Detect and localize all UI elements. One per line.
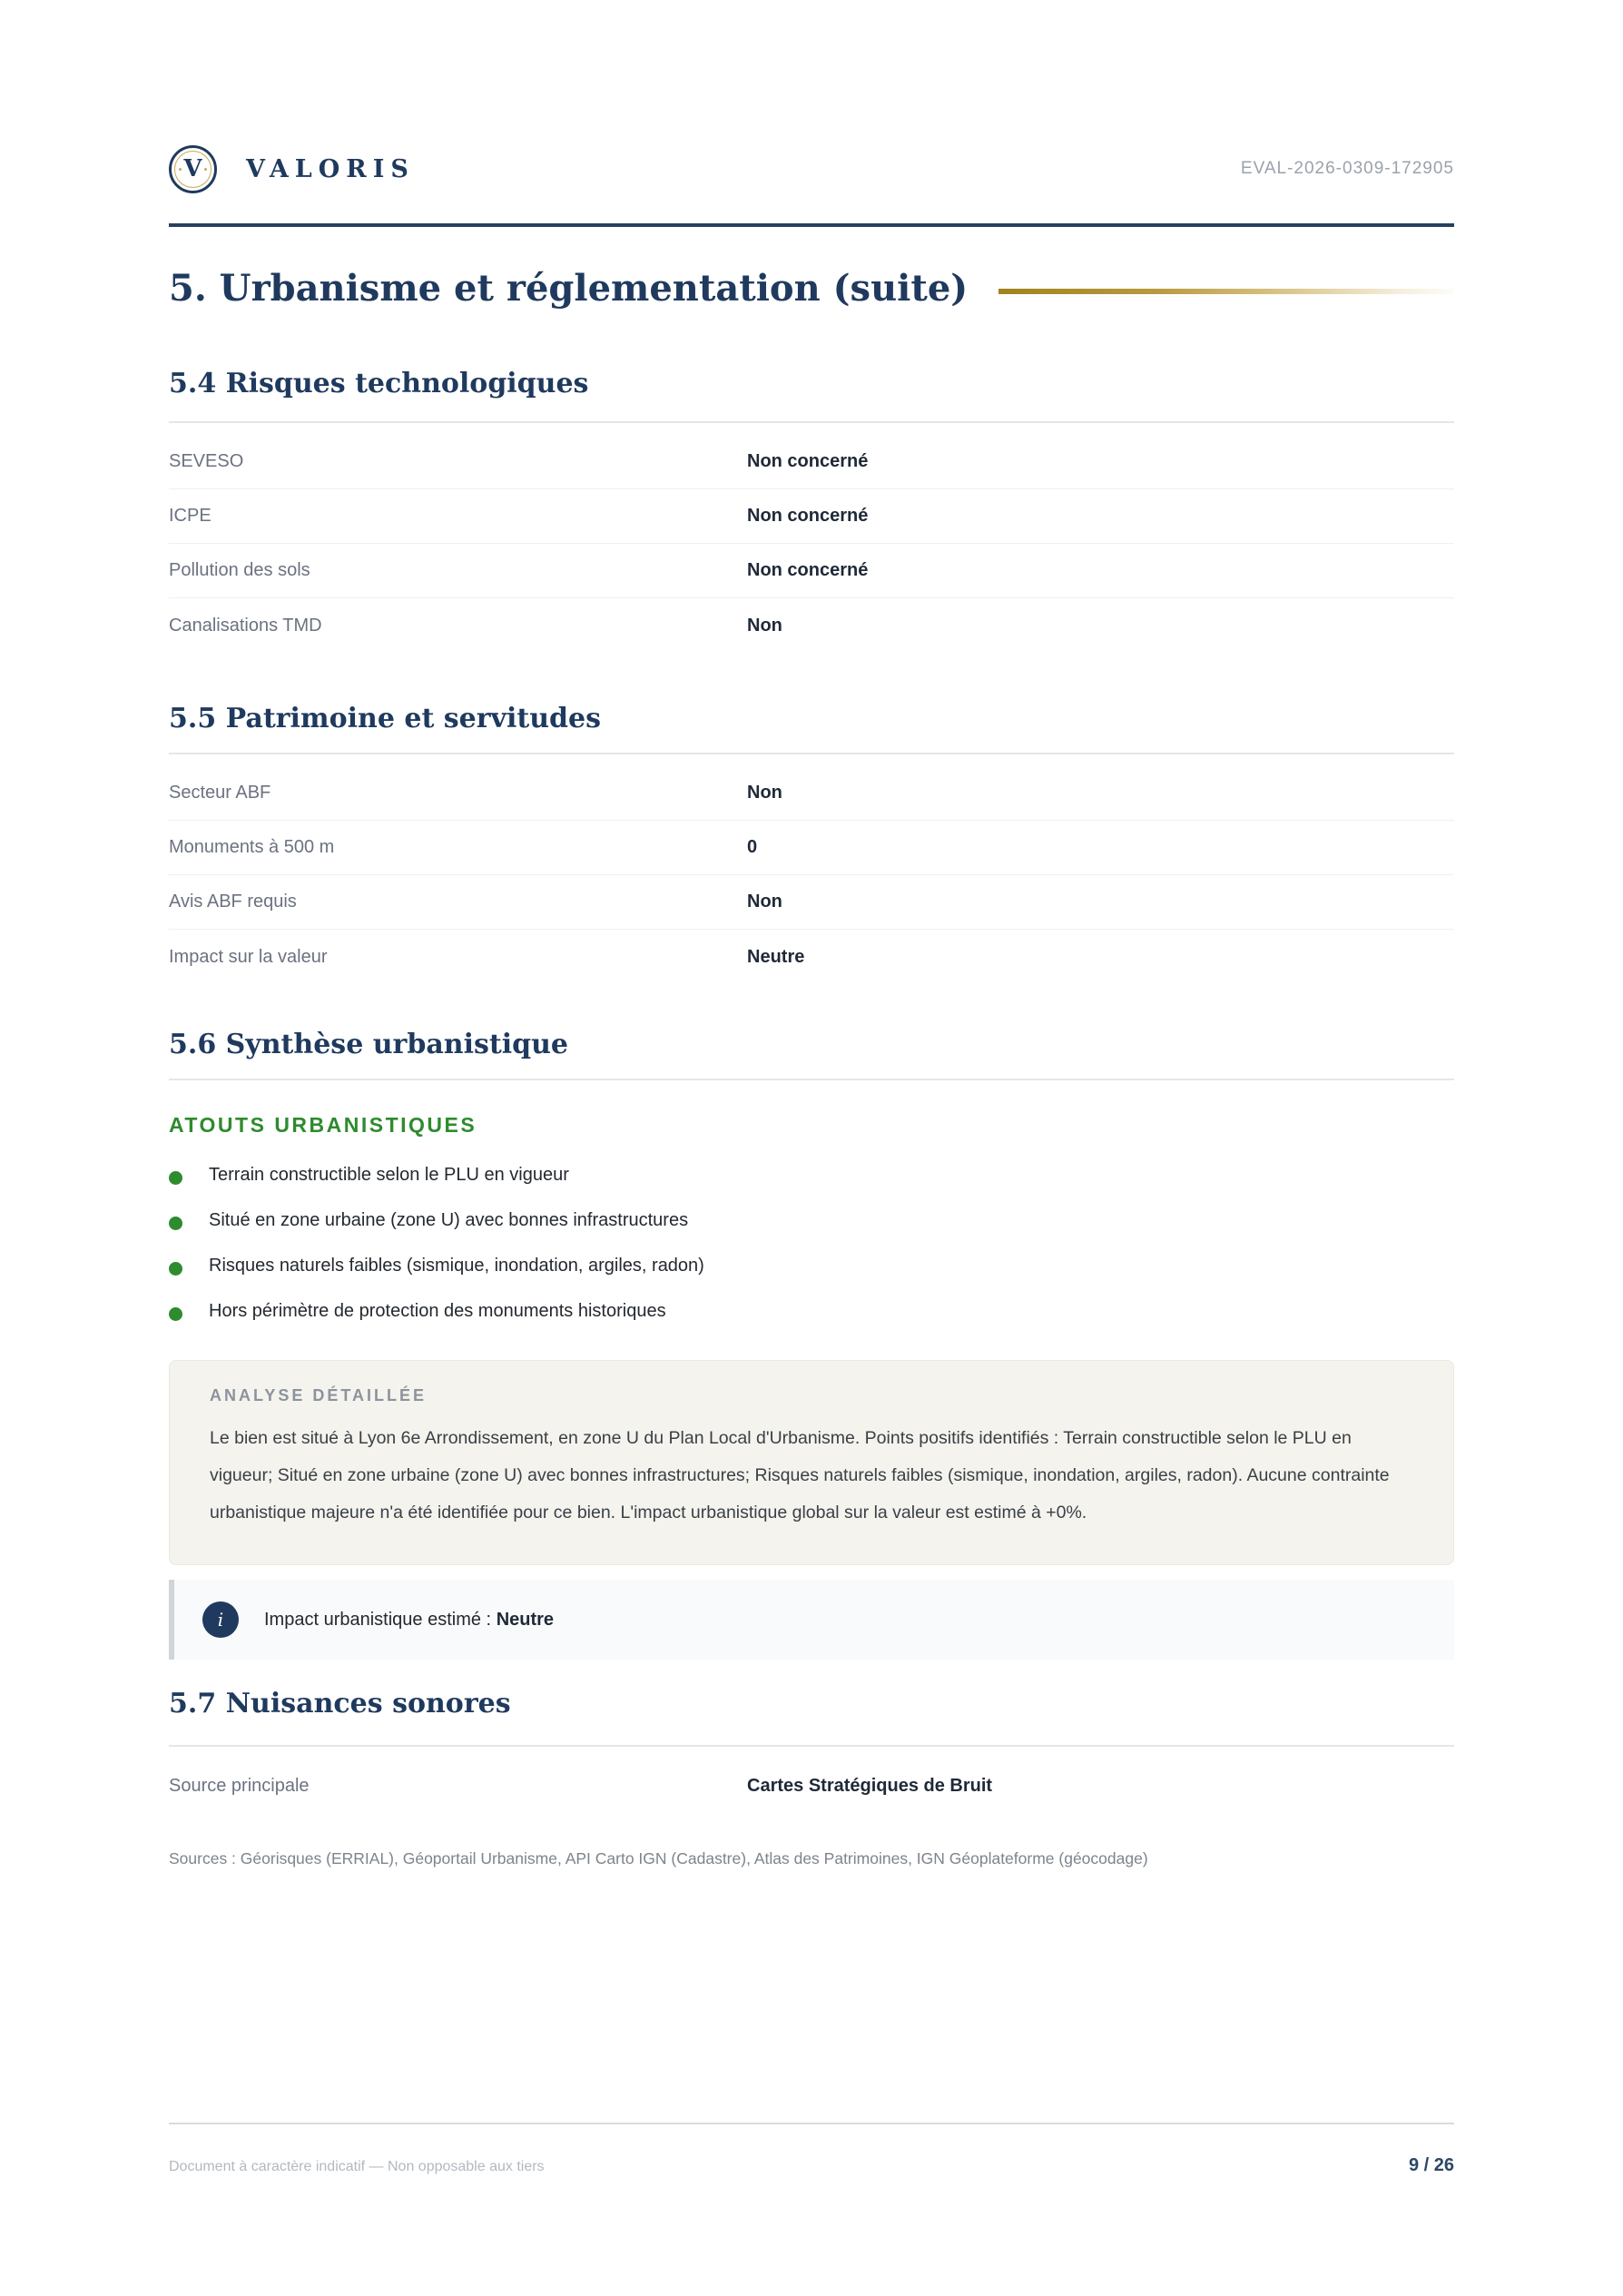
row-value: Non concerné [747, 451, 869, 471]
table-row [169, 544, 1454, 598]
atout-text: Hors périmètre de protection des monuments historiques [209, 1300, 666, 1321]
table-row [169, 766, 1454, 821]
impact-label: Impact urbanistique estimé : [264, 1609, 497, 1630]
row-label: Impact sur la valeur [169, 946, 328, 967]
row-label: Avis ABF requis [169, 892, 297, 912]
table-row [169, 875, 1454, 930]
section-heading-synthese: 5.6 Synthèse urbanistique [169, 1029, 568, 1060]
title-row [169, 267, 1454, 310]
header-divider [169, 223, 1454, 227]
logo-letter: V [183, 155, 202, 182]
table-row [169, 489, 1454, 544]
analysis-title: ANALYSE DÉTAILLÉE [210, 1386, 428, 1404]
row-value: 0 [747, 837, 758, 857]
title-gold-rule [998, 289, 1454, 294]
valoris-logo-icon [169, 145, 217, 193]
row-label: ICPE [169, 506, 211, 526]
nuisances-table [169, 1747, 1454, 1813]
valoris-logo-inner-ring [174, 151, 211, 188]
list-item [169, 1197, 1454, 1243]
table-row [169, 930, 1454, 984]
risques-table [169, 421, 1454, 653]
table-row [169, 598, 1454, 653]
info-icon: i [202, 1601, 239, 1638]
atout-text: Situé en zone urbaine (zone U) avec bonnes infrastructures [209, 1209, 689, 1230]
green-bullet-icon [169, 1262, 182, 1276]
footer-disclaimer: Document à caractère indicatif — Non opposable aux tiers [169, 2159, 545, 2174]
atouts-title: ATOUTS URBANISTIQUES [169, 1113, 477, 1137]
green-bullet-icon [169, 1217, 182, 1230]
list-item [169, 1288, 1454, 1334]
atout-text: Terrain constructible selon le PLU en vigueur [209, 1164, 569, 1185]
row-value: Non concerné [747, 506, 869, 526]
row-label: Pollution des sols [169, 560, 310, 580]
page-header [169, 143, 1454, 194]
atouts-list [169, 1152, 1454, 1334]
page-number: 9 / 26 [1408, 2155, 1454, 2175]
row-label: Secteur ABF [169, 783, 271, 803]
brand-name: VALORIS [246, 154, 415, 183]
table-row [169, 821, 1454, 875]
document-reference: EVAL-2026-0309-172905 [1240, 159, 1454, 178]
green-bullet-icon [169, 1307, 182, 1321]
section-divider [169, 1079, 1454, 1080]
list-item [169, 1243, 1454, 1288]
patrimoine-table [169, 753, 1454, 984]
row-value: Non [747, 615, 782, 636]
row-value: Non [747, 783, 782, 803]
row-value: Non [747, 892, 782, 912]
impact-callout [169, 1580, 1454, 1660]
row-value: Cartes Stratégiques de Bruit [747, 1775, 993, 1796]
list-item [169, 1152, 1454, 1197]
atout-text: Risques naturels faibles (sismique, inondation, argiles, radon) [209, 1255, 704, 1276]
page-footer [169, 2123, 1454, 2176]
brand [169, 145, 415, 193]
table-row [169, 1759, 1454, 1813]
row-value: Non concerné [747, 560, 869, 580]
table-row [169, 435, 1454, 489]
impact-value: Neutre [496, 1609, 555, 1630]
row-label: Monuments à 500 m [169, 837, 335, 857]
analysis-text: Le bien est situé à Lyon 6e Arrondissement, en zone U du Plan Local d'Urbanisme. Points positifs identifiés : Terrain constructible selon le PLU en vigueur; Situé en zone urbaine (zone U) avec bonnes infrastructures; Risques naturels faibles (sismique, inondation, argiles, radon). Aucune contrainte urbanistique majeure n'a été identifiée pour ce bien. L'impact urbanistique global sur la valeur est estimé à +0%. [210, 1428, 1390, 1522]
row-label: SEVESO [169, 451, 244, 471]
row-label: Source principale [169, 1775, 310, 1796]
sources-note: Sources : Géorisques (ERRIAL), Géoportail Urbanisme, API Carto IGN (Cadastre), Atlas des Patrimoines, IGN Géoplateforme (géocodage) [169, 1849, 1148, 1867]
impact-text [264, 1610, 554, 1631]
green-bullet-icon [169, 1171, 182, 1185]
page-content [0, 143, 1623, 1868]
row-value: Neutre [747, 946, 805, 967]
section-heading-patrimoine: 5.5 Patrimoine et servitudes [169, 703, 602, 734]
section-heading-nuisances: 5.7 Nuisances sonores [169, 1688, 511, 1720]
row-label: Canalisations TMD [169, 615, 322, 636]
analysis-box [169, 1360, 1454, 1565]
section-heading-risques: 5.4 Risques technologiques [169, 368, 589, 399]
page-title: 5. Urbanisme et réglementation (suite) [169, 267, 969, 310]
